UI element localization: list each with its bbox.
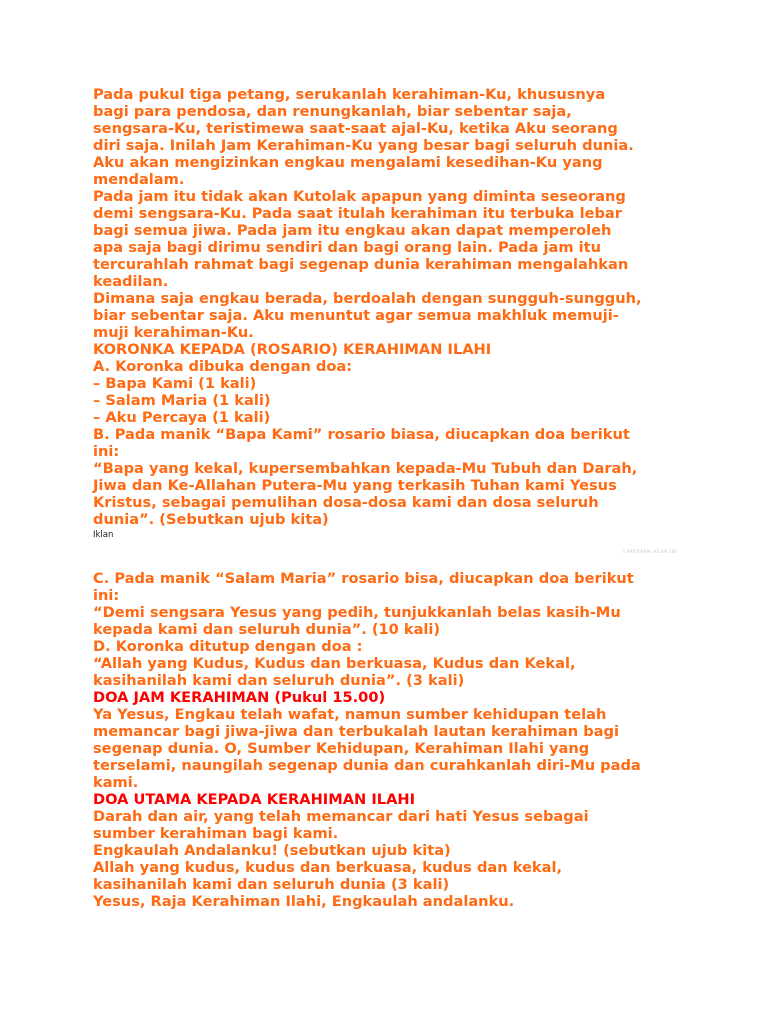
text-line: bagi para pendosa, dan renungkanlah, biar sebentar saja, xyxy=(93,103,572,120)
text-line: Pada jam itu tidak akan Kutolak apapun yang diminta seseorang xyxy=(93,188,626,205)
text-line: C. Pada manik “Salam Maria” rosario bisa, diucapkan doa berikut xyxy=(93,570,634,587)
text-line: dunia”. (Sebutkan ujub kita) xyxy=(93,511,329,528)
text-line: “Demi sengsara Yesus yang pedih, tunjukkanlah belas kasih-Mu xyxy=(93,604,621,621)
text-line: – Salam Maria (1 kali) xyxy=(93,392,271,409)
text-line: ini: xyxy=(93,443,120,460)
text-line: – Aku Percaya (1 kali) xyxy=(93,409,271,426)
text-line: Dimana saja engkau berada, berdoalah dengan sungguh-sungguh, xyxy=(93,290,642,307)
text-line: Engkaulah Andalanku! (sebutkan ujub kita) xyxy=(93,842,451,859)
text-line: ini: xyxy=(93,587,120,604)
section-heading: DOA JAM KERAHIMAN (Pukul 15.00) xyxy=(93,689,386,706)
text-line: diri saja. Inilah Jam Kerahiman-Ku yang besar bagi seluruh dunia. xyxy=(93,137,634,154)
text-line: segenap dunia. O, Sumber Kehidupan, Kerahiman Ilahi yang xyxy=(93,740,590,757)
text-line: kasihanilah kami dan seluruh dunia (3 kali) xyxy=(93,876,450,893)
text-line: biar sebentar saja. Aku menuntut agar semua makhluk memuji- xyxy=(93,307,619,324)
text-line: Ya Yesus, Engkau telah wafat, namun sumber kehidupan telah xyxy=(93,706,607,723)
text-line: Pada pukul tiga petang, serukanlah kerahiman-Ku, khususnya xyxy=(93,86,606,103)
text-line: “Bapa yang kekal, kupersembahkan kepada-Mu Tubuh dan Darah, xyxy=(93,460,638,477)
text-line: keadilan. xyxy=(93,273,169,290)
text-line: terselami, naungilah segenap dunia dan curahkanlah diri-Mu pada xyxy=(93,757,641,774)
ad-label: Iklan xyxy=(93,530,114,540)
text-line: memancar bagi jiwa-jiwa dan terbukalah lautan kerahiman bagi xyxy=(93,723,619,740)
text-line: Jiwa dan Ke-Allahan Putera-Mu yang terkasih Tuhan kami Yesus xyxy=(93,477,617,494)
ad-area xyxy=(93,528,677,558)
text-line: kami. xyxy=(93,774,139,791)
text-line: Aku akan mengizinkan engkau mengalami kesedihan-Ku yang xyxy=(93,154,603,171)
text-line: Kristus, sebagai pemulihan dosa-dosa kami dan dosa seluruh xyxy=(93,494,599,511)
section-heading: DOA UTAMA KEPADA KERAHIMAN ILAHI xyxy=(93,791,416,808)
text-line: kasihanilah kami dan seluruh dunia”. (3 kali) xyxy=(93,672,465,689)
text-line: sengsara-Ku, teristimewa saat-saat ajal-Ku, ketika Aku seorang xyxy=(93,120,618,137)
text-line: KORONKA KEPADA (ROSARIO) KERAHIMAN ILAHI xyxy=(93,341,492,358)
text-line: Allah yang kudus, kudus dan berkuasa, kudus dan kekal, xyxy=(93,859,563,876)
text-line: kepada kami dan seluruh dunia”. (10 kali) xyxy=(93,621,441,638)
text-line: Yesus, Raja Kerahiman Ilahi, Engkaulah andalanku. xyxy=(93,893,515,910)
text-line: sumber kerahiman bagi kami. xyxy=(93,825,339,842)
text-line: bagi semua jiwa. Pada jam itu engkau akan dapat memperoleh xyxy=(93,222,612,239)
text-line: D. Koronka ditutup dengan doa : xyxy=(93,638,363,655)
text-line: apa saja bagi dirimu sendiri dan bagi orang lain. Pada jam itu xyxy=(93,239,602,256)
text-line: demi sengsara-Ku. Pada saat itulah kerahiman itu terbuka lebar xyxy=(93,205,622,222)
text-line: A. Koronka dibuka dengan doa: xyxy=(93,358,353,375)
text-line: mendalam. xyxy=(93,171,185,188)
text-line: tercurahlah rahmat bagi segenap dunia kerahiman mengalahkan xyxy=(93,256,629,273)
text-line: Darah dan air, yang telah memancar dari hati Yesus sebagai xyxy=(93,808,589,825)
text-line: “Allah yang Kudus, Kudus dan berkuasa, Kudus dan Kekal, xyxy=(93,655,576,672)
text-line: muji kerahiman-Ku. xyxy=(93,324,254,341)
prayer-text-part-2 xyxy=(93,570,641,910)
prayer-text-part-1 xyxy=(93,86,642,528)
text-line: – Bapa Kami (1 kali) xyxy=(93,375,257,392)
report-ad-link[interactable]: LAPORKAN IKLAN INI xyxy=(623,550,677,555)
text-line: B. Pada manik “Bapa Kami” rosario biasa, diucapkan doa berikut xyxy=(93,426,630,443)
